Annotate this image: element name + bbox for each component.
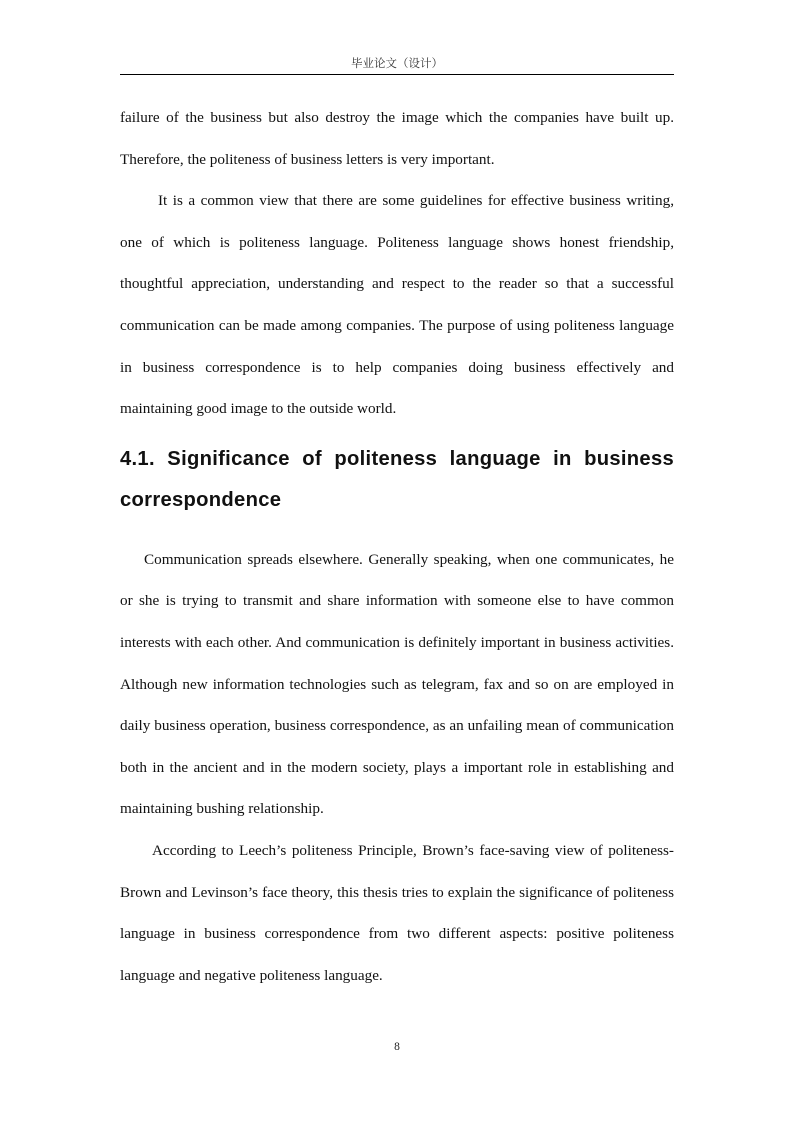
- section-heading: 4.1. Significance of politeness language in business correspondence: [120, 447, 674, 512]
- page-header: [120, 54, 674, 75]
- page-number: 8: [394, 1041, 400, 1053]
- paragraph-4: According to Leech’s politeness Principle, Brown’s face-saving view of politeness-Brown and Levinson’s face theory, this thesis tries to explain the significance of politeness language in business correspondence from two different aspects: positive politeness language and negative politeness language.: [120, 841, 674, 984]
- paragraph-2: It is a common view that there are some guidelines for effective business writing, one of which is politeness language. Politeness language shows honest friendship, thoughtful appreciation, understanding and respect to the reader so that a successful communication can be made among companies. The purpose of using politeness language in business correspondence is to help companies doing business effectively and maintaining good image to the outside world.: [120, 192, 674, 418]
- paragraph-1: failure of the business but also destroy the image which the companies have built up. Therefore, the politeness of business letters is very important.: [120, 109, 674, 168]
- document-body: [120, 97, 674, 996]
- paragraph-3: Communication spreads elsewhere. Generally speaking, when one communicates, he or she is trying to transmit and share information with someone else to have common interests with each other. And communication is definitely important in business activities. Although new information technologies such as telegram, fax and so on are employed in daily business operation, business correspondence, as an unfailing mean of communication both in the ancient and in the modern society, plays a important role in establishing and maintaining bushing relationship.: [120, 550, 674, 818]
- header-title: 毕业论文（设计）: [351, 56, 443, 70]
